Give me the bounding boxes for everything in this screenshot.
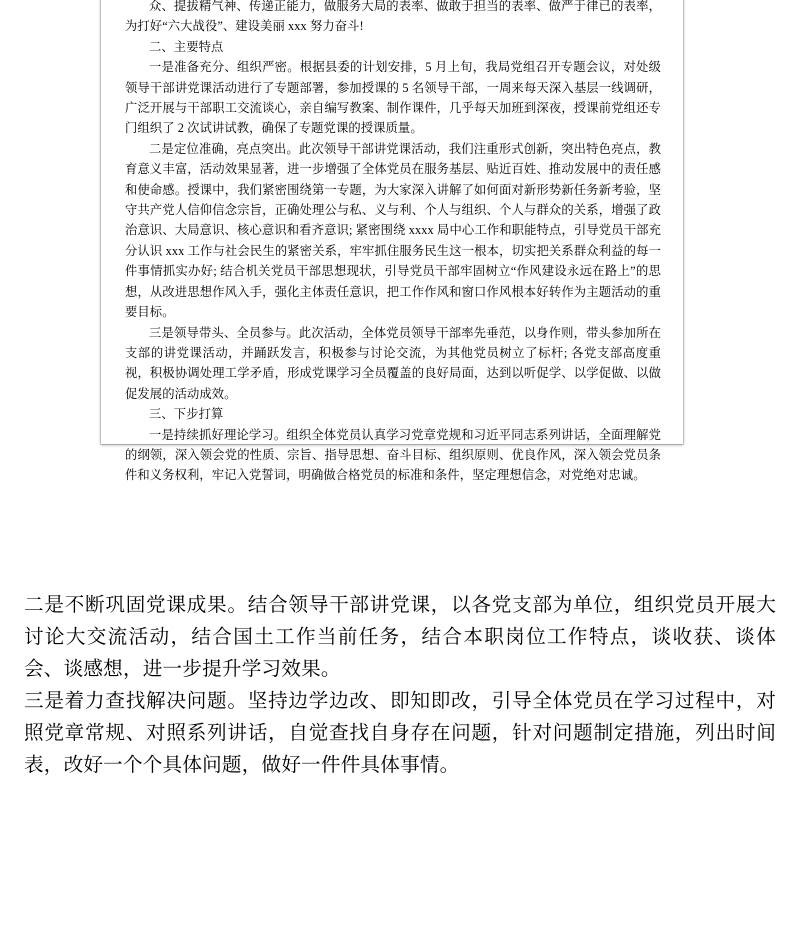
body-paragraph: 二是不断巩固党课成果。结合领导干部讲党课，以各党支部为单位，组织党员开展大讨论大交流活动，结合国土工作当前任务，结合本职岗位工作特点，谈收获、谈体会、谈感想，进一步提升学习效果。 — [24, 595, 776, 680]
embedded-document-screenshot — [101, 0, 683, 483]
card-paragraph: 一是持续抓好理论学习。组织全体党员认真学习党章党规和习近平同志系列讲话，全面理解党的纲领，深入领会党的性质、宗旨、指导思想、奋斗目标、组织原则、优良作风，深入领会党员条件和义务权利，牢记入党誓词，明确做合格党员的标准和条件，坚定理想信念，对党绝对忠诚。 — [125, 427, 661, 483]
card-paragraph: 众、提拔精气神、传递正能力，做服务大局的表率、做敢于担当的表率、做严于律已的表率，为打好“六大战役”、建设美丽 xxx 努力奋斗! — [125, 0, 661, 34]
card-section-heading: 二、主要特点 — [149, 39, 224, 54]
body-paragraph: 三是着力查找解决问题。坚持边学边改、即知即改，引导全体党员在学习过程中，对照党章常规、对照系列讲话，自觉查找自身存在问题，针对问题制定措施，列出时间表，改好一个个具体问题，做好一件件具体事情。 — [24, 691, 776, 776]
card-paragraph: 三是领导带头、全员参与。此次活动，全体党员领导干部率先垂范，以身作则，带头参加所在支部的讲党课活动，并踊跃发言，积极参与讨论交流，为其他党员树立了标杆; 各党支部高度重视，积极协调处理工学矛盾，形成党课学习全员覆盖的良好局面，达到以听促学、以学促做、以做促发展的活动成效。 — [125, 325, 661, 401]
card-section-heading: 三、下步打算 — [149, 407, 224, 422]
card-paragraph: 二是定位准确，亮点突出。此次领导干部讲党课活动，我们注重形式创新，突出特色亮点，教育意义丰富，活动效果显著，进一步增强了全体党员在服务基层、贴近百姓、推动发展中的责任感和使命感。授课中，我们紧密围绕第一专题，为大家深入讲解了如何面对新形势新任务新考验，坚守共产党人信仰信念宗旨，正确处理公与私、义与利、个人与组织、个人与群众的关系，增强了政治意识、大局意识、核心意识和看齐意识; 紧密围绕 xxxx 局中心工作和职能特点，引导党员干部充分认识 xxx 工作与社会民生的紧密关系，牢牢抓住服务民生这一根本，切实把关系群众利益的每一件事情抓实办好; 结合机关党员干部思想现状，引导党员干部牢固树立“作风建设永远在路上”的思想，从改进思想作风入手，强化主体责任意识，把工作作风和窗口作风根本好转作为主题活动的重要目标。 — [125, 141, 661, 320]
document-body — [24, 590, 776, 782]
card-paragraph: 一是准备充分、组织严密。根据县委的计划安排，5 月上旬，我局党组召开专题会议，对处级领导干部讲党课活动进行了专题部署，参加授课的 5 名领导干部，一周来每天深入基层一线调研，广泛开展与干部职工交流谈心，亲自编写教案、制作课件，几乎每天加班到深夜，授课前党组还专门组织了 2 次试讲试教，确保了专题党课的授课质量。 — [125, 60, 661, 136]
embedded-document-text — [101, 0, 683, 483]
